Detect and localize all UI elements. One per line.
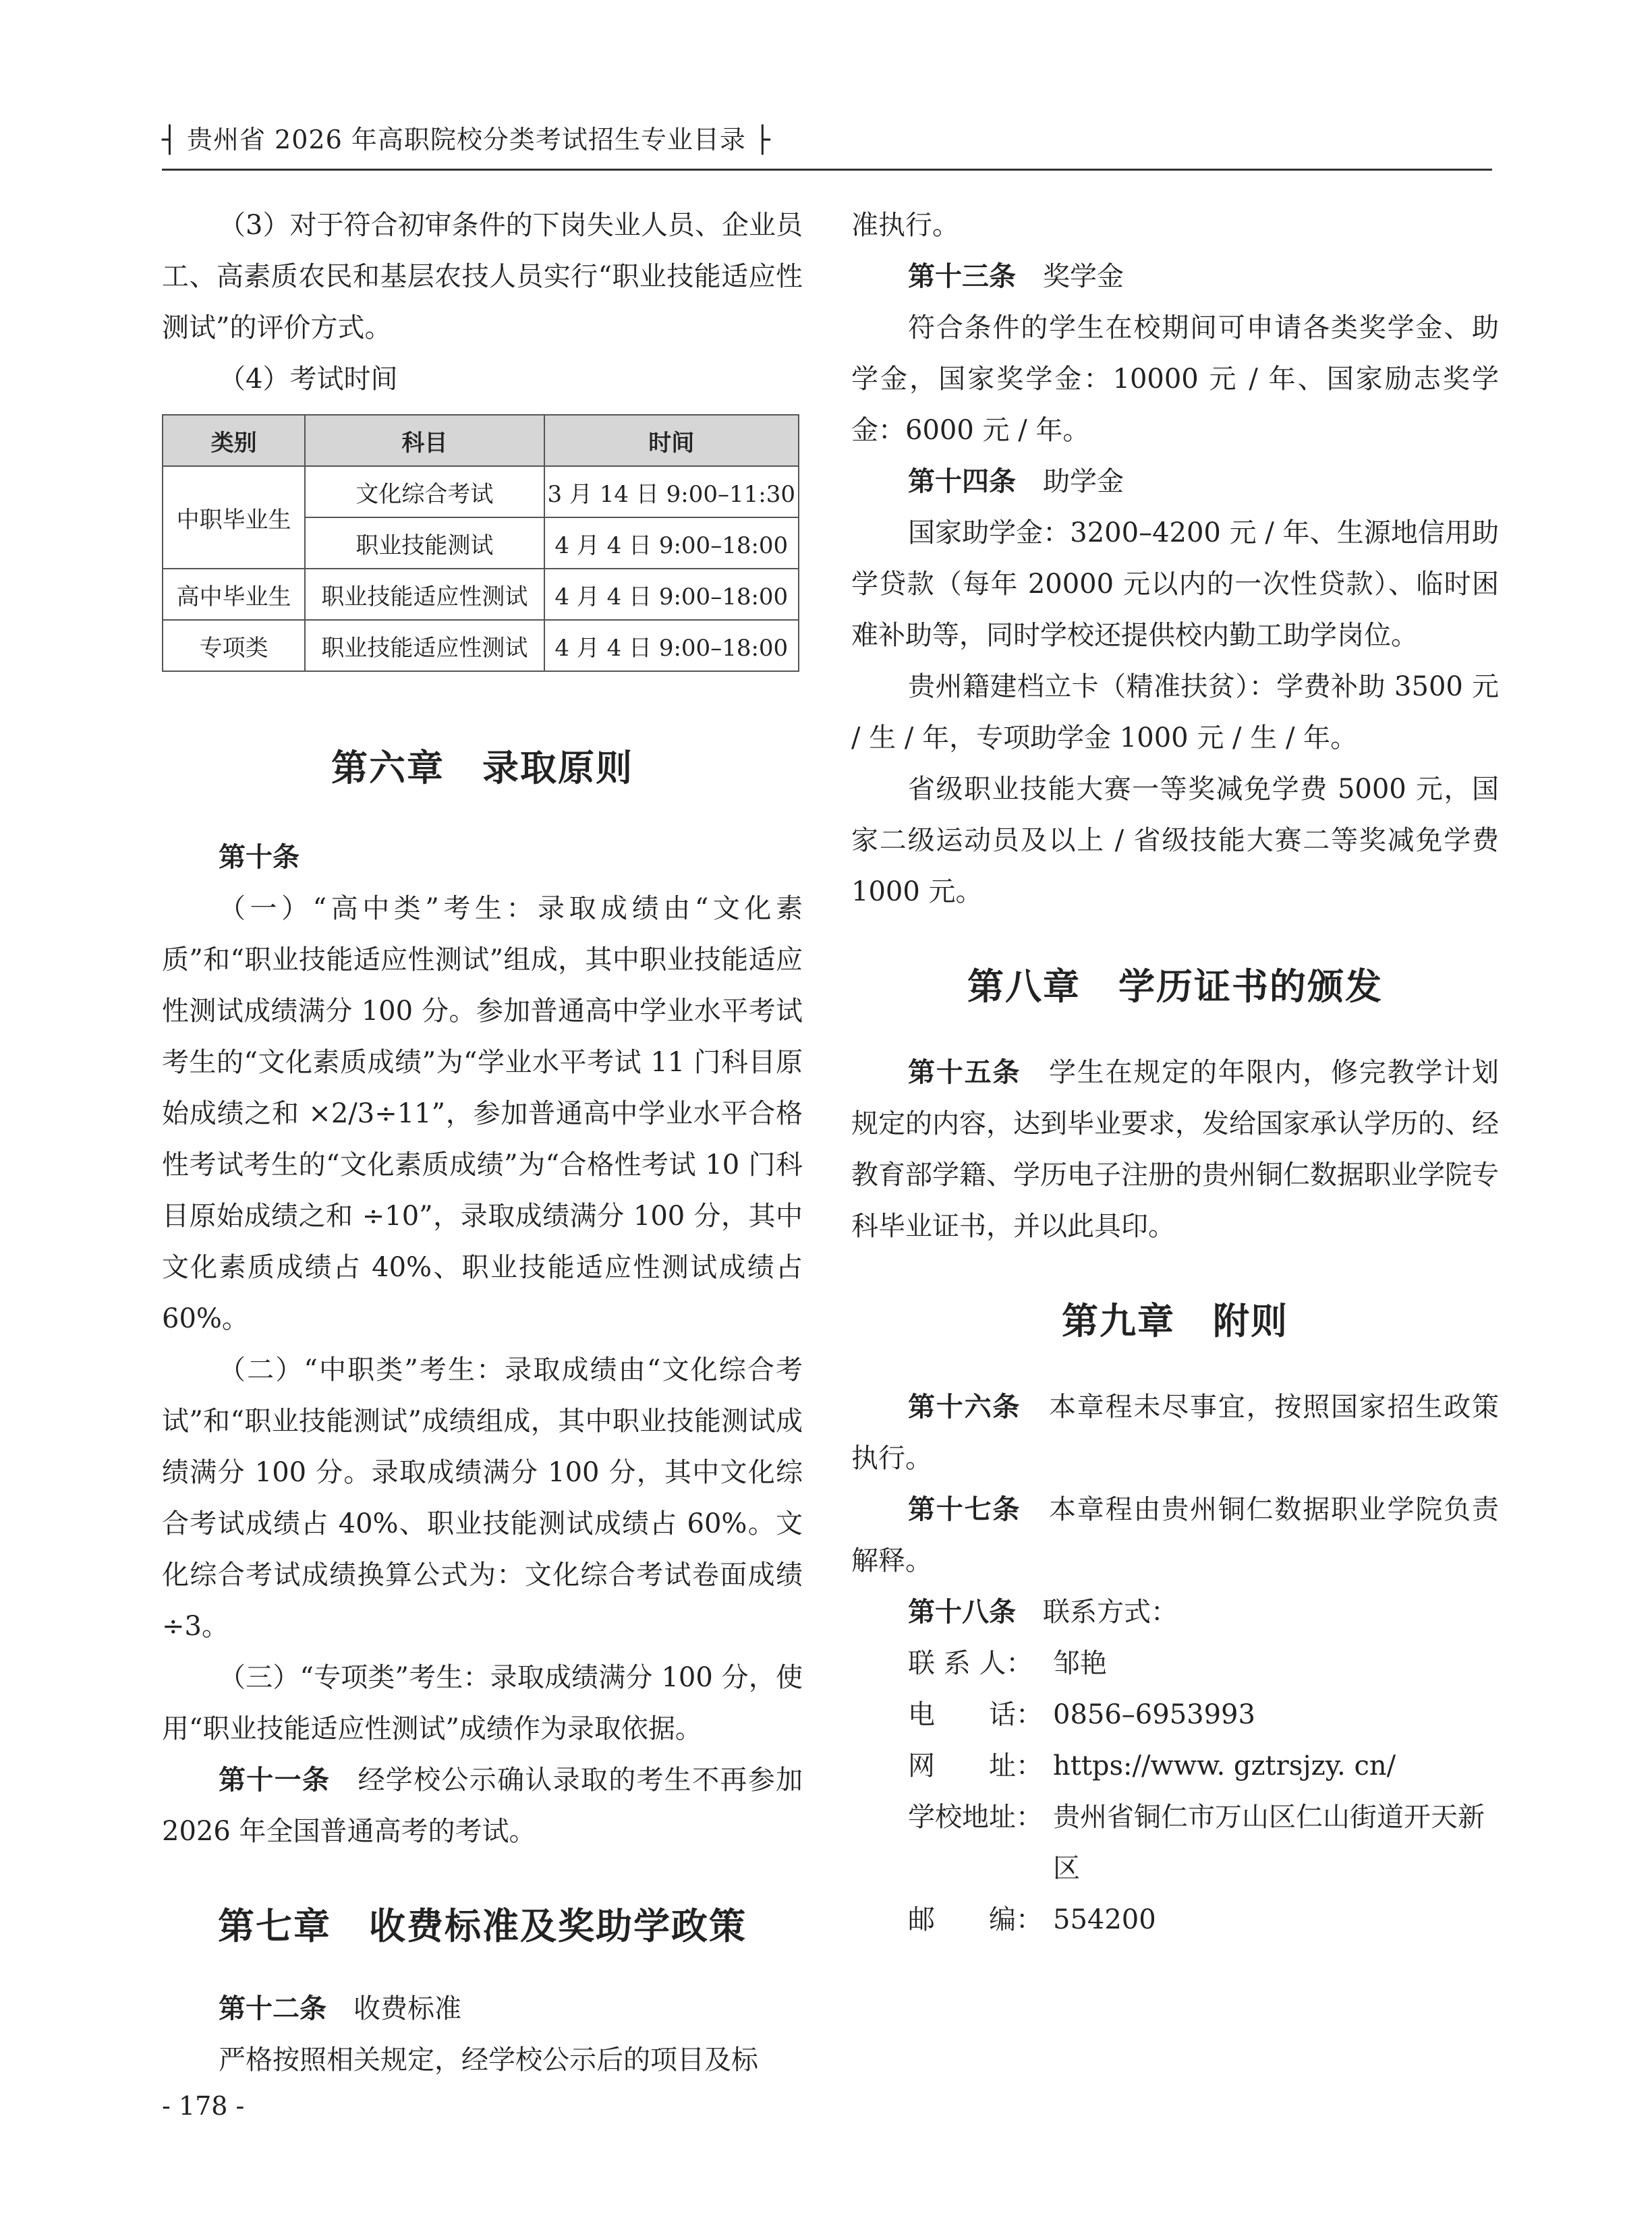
table-cell: 4 月 4 日 9:00–18:00 <box>544 620 799 671</box>
article-label: 第十四条 <box>908 466 1016 497</box>
contact-row <box>851 1894 1499 1945</box>
contact-key: 电 话： <box>908 1699 1043 1730</box>
table-cell: 3 月 14 日 9:00–11:30 <box>544 466 799 517</box>
paragraph: 省级职业技能大赛一等奖减免学费 5000 元，国家二级运动员及以上 / 省级技能大赛二等奖减免学费 1000 元。 <box>851 774 1499 907</box>
paragraph: （4）考试时间 <box>219 364 398 395</box>
table-cell: 文化综合考试 <box>305 466 544 517</box>
contact-key: 邮 编： <box>908 1904 1043 1935</box>
paragraph: 符合条件的学生在校期间可申请各类奖学金、助学金，国家奖学金：10000 元 / 年、国家励志奖学金：6000 元 / 年。 <box>851 312 1499 446</box>
contact-value: 贵州省铜仁市万山区仁山街道开天新区 <box>1053 1802 1485 1884</box>
paragraph <box>851 1484 1499 1587</box>
paragraph: 贵州籍建档立卡（精准扶贫）：学费补助 3500 元 / 生 / 年，专项助学金 1000 元 / 生 / 年。 <box>851 671 1499 753</box>
article-text: 学生在规定的年限内，修完教学计划规定的内容，达到毕业要求，发给国家承认学历的、经教育部学籍、学历电子注册的贵州铜仁数据职业学院专科毕业证书，并以此具印。 <box>851 1057 1500 1242</box>
contact-list <box>851 1638 1499 1945</box>
table-row <box>163 569 799 620</box>
contact-value: 0856–6953993 <box>1053 1699 1255 1730</box>
article-label: 第十条 <box>219 842 300 873</box>
header-rule <box>162 169 1492 171</box>
contact-row <box>851 1689 1499 1740</box>
left-column <box>162 200 803 2086</box>
table-cell: 职业技能测试 <box>305 517 544 569</box>
table-row <box>163 620 799 671</box>
table-cell: 4 月 4 日 9:00–18:00 <box>544 569 799 620</box>
paragraph <box>851 1381 1499 1484</box>
article-label: 第十六条 <box>908 1392 1021 1423</box>
article-text: 本章程未尽事宜，按照国家招生政策执行。 <box>851 1392 1500 1474</box>
table-header: 类别 <box>163 415 305 466</box>
article-heading <box>851 251 1499 302</box>
page-number: - 178 - <box>162 2091 245 2121</box>
article-heading <box>162 1983 803 2034</box>
article-label: 第十二条 <box>219 1993 326 2024</box>
table-cell: 中职毕业生 <box>163 466 305 569</box>
table-cell: 职业技能适应性测试 <box>305 620 544 671</box>
article-title: 联系方式： <box>1016 1597 1178 1628</box>
table-header: 科目 <box>305 415 544 466</box>
article-label: 第十七条 <box>908 1494 1021 1525</box>
chapter-heading: 第八章 学历证书的颁发 <box>967 965 1383 1008</box>
right-column <box>851 200 1499 1945</box>
article-title: 助学金 <box>1016 466 1124 497</box>
contact-row <box>851 1740 1499 1792</box>
table-row <box>163 466 799 517</box>
contact-value: 554200 <box>1053 1904 1156 1935</box>
article-text: 经学校公示确认录取的考生不再参加 2026 年全国普通高考的考试。 <box>162 1765 803 1847</box>
paragraph: 国家助学金：3200–4200 元 / 年、生源地信用助学贷款（每年 20000 元以内的一次性贷款）、临时困难补助等，同时学校还提供校内勤工助学岗位。 <box>851 517 1499 651</box>
contact-key: 网 址： <box>908 1750 1043 1781</box>
article-label: 第十五条 <box>908 1057 1021 1088</box>
paragraph: （二）“中职类”考生：录取成绩由“文化综合考试”和“职业技能测试”成绩组成，其中职业技能测试成绩满分 100 分。录取成绩满分 100 分，其中文化综合考试成绩占 40%、职业技能测试成绩占 60%。文化综合考试成绩换算公式为：文化综合考试卷面成绩 ÷3。 <box>162 1354 803 1642</box>
exam-schedule-table <box>162 414 799 672</box>
contact-key: 学校地址： <box>908 1802 1043 1833</box>
article-label: 第十三条 <box>908 261 1016 292</box>
table-header: 时间 <box>544 415 799 466</box>
paragraph: （3）对于符合初审条件的下岗失业人员、企业员工、高素质农民和基层农技人员实行“职业技能适应性测试”的评价方式。 <box>162 210 803 343</box>
article-label: 第十一条 <box>219 1765 331 1796</box>
paragraph <box>162 1754 803 1857</box>
article-title: 收费标准 <box>326 1993 461 2024</box>
article-heading <box>851 1587 1499 1638</box>
chapter-heading: 第六章 录取原则 <box>331 747 633 789</box>
table-cell: 4 月 4 日 9:00–18:00 <box>544 517 799 569</box>
paragraph: 准执行。 <box>851 210 959 241</box>
paragraph: 严格按照相关规定，经学校公示后的项目及标 <box>219 2045 758 2076</box>
contact-key: 联 系 人： <box>908 1648 1033 1679</box>
contact-row <box>851 1792 1499 1894</box>
article-heading <box>162 832 803 883</box>
article-heading <box>851 456 1499 507</box>
contact-value: 邹艳 <box>1053 1648 1107 1679</box>
table-cell: 专项类 <box>163 620 305 671</box>
paragraph: （三）“专项类”考生：录取成绩满分 100 分，使用“职业技能适应性测试”成绩作为录取依据。 <box>162 1662 803 1744</box>
article-text: 本章程由贵州铜仁数据职业学院负责解释。 <box>851 1494 1500 1576</box>
contact-row <box>851 1638 1499 1689</box>
chapter-heading: 第七章 收费标准及奖助学政策 <box>218 1905 747 1947</box>
table-header-row <box>163 415 799 466</box>
chapter-heading: 第九章 附则 <box>1062 1300 1288 1342</box>
running-header: ┤ 贵州省 2026 年高职院校分类考试招生专业目录 ├ <box>162 125 771 154</box>
table-cell: 职业技能适应性测试 <box>305 569 544 620</box>
paragraph <box>851 1047 1499 1252</box>
table-cell: 高中毕业生 <box>163 569 305 620</box>
article-label: 第十八条 <box>908 1597 1016 1628</box>
paragraph: （一）“高中类”考生：录取成绩由“文化素质”和“职业技能适应性测试”组成，其中职业技能适应性测试成绩满分 100 分。参加普通高中学业水平考试考生的“文化素质成绩”为“学业水平考试 11 门科目原始成绩之和 ×2/3÷11”，参加普通高中学业水平合格性考试考生的“文化素质成绩”为“合格性考试 10 门科目原始成绩之和 ÷10”，录取成绩满分 100 分，其中文化素质成绩占 40%、职业技能适应性测试成绩占 60%。 <box>162 893 803 1334</box>
article-title: 奖学金 <box>1016 261 1124 292</box>
website-link[interactable]: https://www. gztrsjzy. cn/ <box>1053 1750 1396 1781</box>
